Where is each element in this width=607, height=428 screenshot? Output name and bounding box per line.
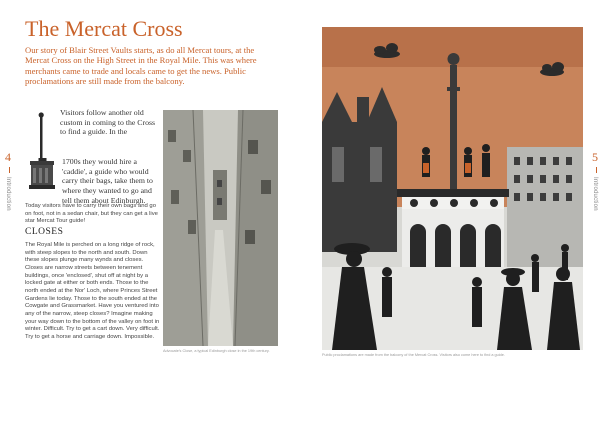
page-number-right: 5	[592, 150, 598, 164]
closes-paragraph: The Royal Mile is perched on a long ridge of rock, with steep slopes to the north and south. Down these slopes plunge many wynds and closes. Closes are narrow streets between tenement buildings, once 'enclosed', shut off at night by a locked gate at either or both ends. Those to the north ended at the Nor' Loch, where Princes Street Gardens lie today. Those to the south ended at the Cowgate and Grassmarket. Have you ventured into any of the narrow, steep closes? Imagine making your way down to the bottom of the valley on foot in winter. Difficult. Try to get a cart down. Very difficult. Try to get a horse and carriage down. Impossible.	[25, 242, 160, 341]
section-label-left: Introduction	[5, 177, 11, 211]
mercat-cross-illustration	[322, 27, 583, 350]
tab-rule	[596, 167, 597, 173]
photo-caption: Advocate's Close, a typical Edinburgh close in the 19th century.	[163, 349, 270, 353]
intro-paragraph: Our story of Blair Street Vaults starts, as do all Mercat tours, at the Mercat Cross on the High Street in the Royal Mile. This was where merchants came to trade and locals came to get the news. Public proclamations are still made from the balcony.	[25, 45, 257, 86]
section-label-right: Introduction	[592, 177, 598, 211]
page-title: The Mercat Cross	[25, 16, 183, 41]
illustration-caption: Public proclamations are made from the balcony of the Mercat Cross. Visitors also come here to find a guide.	[322, 353, 505, 357]
mercat-cross-statue-image	[27, 110, 55, 190]
closes-heading: CLOSES	[25, 227, 64, 237]
right-page-tab	[592, 150, 603, 211]
visitors-paragraph-a: Visitors follow another old custom in coming to the Cross to find a guide. In the	[60, 108, 156, 137]
visitors-paragraph-b: 1700s they would hire a 'caddie', a guide who would carry their bags, take them to where they wanted to go and tell them about Edinburgh.	[62, 157, 153, 205]
page-number-left: 4	[5, 150, 11, 164]
today-paragraph: Today visitors have to carry their own bags and go on foot, not in a sedan chair, but they can get a live star Mercat Tour guide!	[25, 203, 158, 225]
tab-rule	[9, 167, 10, 173]
advocates-close-photo	[163, 110, 278, 346]
left-page-tab	[5, 150, 16, 211]
